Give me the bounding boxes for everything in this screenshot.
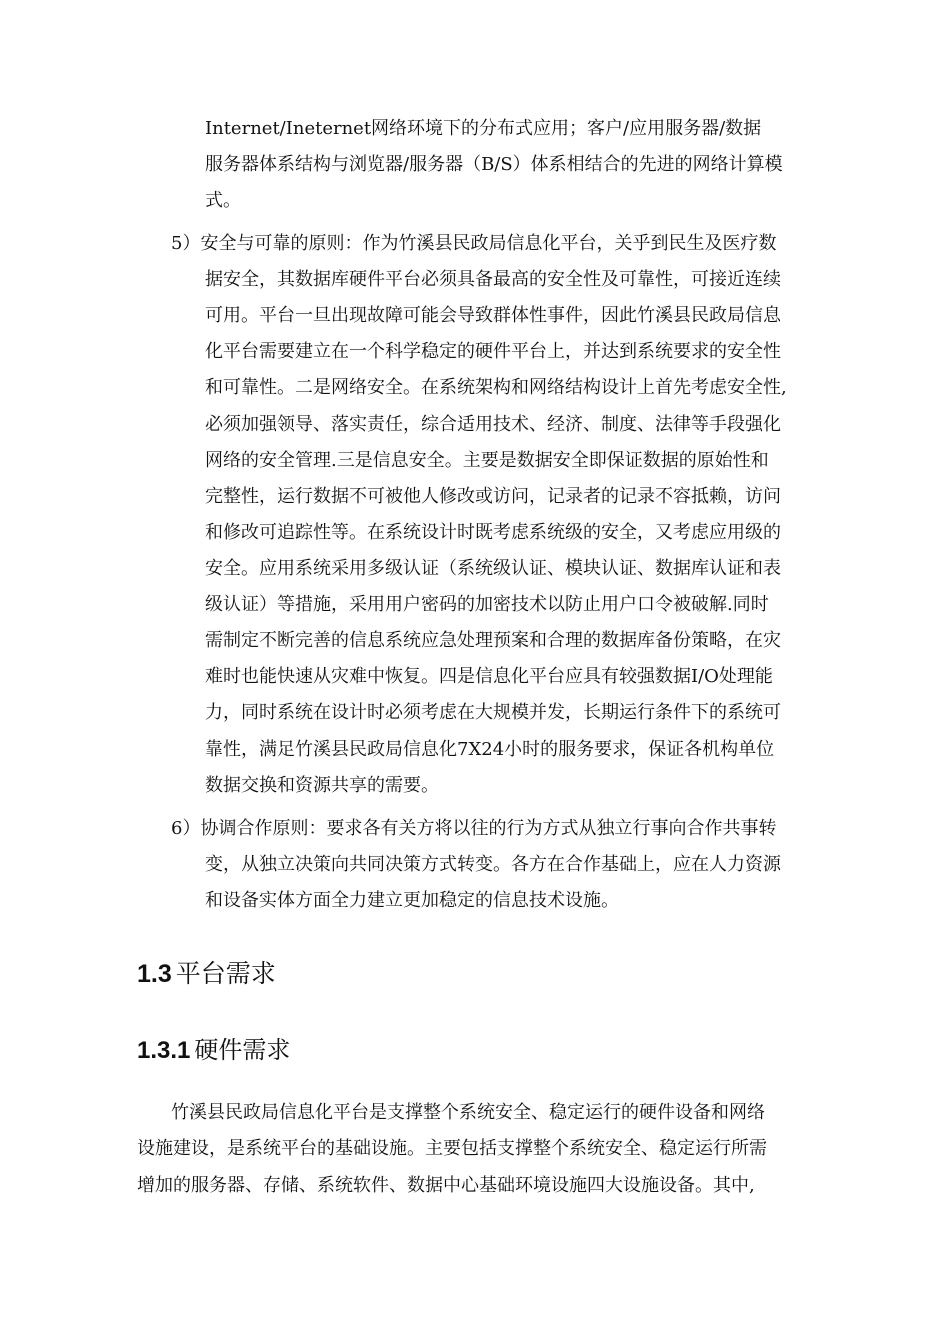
paragraph-line: 设施建设，是系统平台的基础设施。主要包括支撑整个系统安全、稳定运行所需 <box>137 1138 767 1159</box>
paragraph-line: 难时也能快速从灾难中恢复。四是信息化平台应具有较强数据I/O处理能 <box>205 666 773 687</box>
section-number: 1.3.1 <box>137 1037 191 1064</box>
paragraph-line: 级认证）等措施，采用用户密码的加密技术以防止用户口令被破解.同时 <box>205 594 769 615</box>
paragraph-line: 力，同时系统在设计时必须考虑在大规模并发，长期运行条件下的系统可 <box>205 702 781 723</box>
section-title: 平台需求 <box>175 959 276 988</box>
paragraph-line: 增加的服务器、存储、系统软件、数据中心基础环境设施四大设施设备。其中, <box>137 1175 755 1196</box>
section-heading-1-3-1 <box>137 1033 290 1068</box>
paragraph-line: 靠性，满足竹溪县民政局信息化7X24小时的服务要求，保证各机构单位 <box>205 739 775 760</box>
paragraph-line: 安全。应用系统采用多级认证（系统级认证、模块认证、数据库认证和表 <box>205 558 781 579</box>
section-title: 硬件需求 <box>194 1036 291 1064</box>
body-paragraph-first-line: 竹溪县民政局信息化平台是支撑整个系统安全、稳定运行的硬件设备和网络 <box>171 1102 765 1123</box>
paragraph-line: 式。 <box>205 190 241 211</box>
paragraph-line: 完整性，运行数据不可被他人修改或访问，记录者的记录不容抵赖，访问 <box>205 486 781 507</box>
paragraph-line: 可用。平台一旦出现故障可能会导致群体性事件，因此竹溪县民政局信息 <box>205 305 781 326</box>
paragraph-line: 和设备实体方面全力建立更加稳定的信息技术设施。 <box>205 890 619 911</box>
paragraph-line: 服务器体系结构与浏览器/服务器（B/S）体系相结合的先进的网络计算模 <box>205 154 783 175</box>
paragraph-line: 数据交换和资源共享的需要。 <box>205 775 439 796</box>
paragraph-line: 需制定不断完善的信息系统应急处理预案和合理的数据库备份策略，在灾 <box>205 630 781 651</box>
list-item-5-first-line: 5）安全与可靠的原则：作为竹溪县民政局信息化平台，关乎到民生及医疗数 <box>171 233 777 254</box>
paragraph-line: 和修改可追踪性等。在系统设计时既考虑系统级的安全，又考虑应用级的 <box>205 522 781 543</box>
section-heading-1-3 <box>137 957 276 991</box>
paragraph-line: 网络的安全管理.三是信息安全。主要是数据安全即保证数据的原始性和 <box>205 450 769 471</box>
paragraph-line: 和可靠性。二是网络安全。在系统架构和网络结构设计上首先考虑安全性, <box>205 377 787 398</box>
section-number: 1.3 <box>137 960 172 988</box>
paragraph-line: 变，从独立决策向共同决策方式转变。各方在合作基础上，应在人力资源 <box>205 854 781 875</box>
paragraph-line: 必须加强领导、落实责任，综合适用技术、经济、制度、法律等手段强化 <box>205 414 781 435</box>
list-item-6-first-line: 6）协调合作原则：要求各有关方将以往的行为方式从独立行事向合作共事转 <box>171 818 777 839</box>
paragraph-line: 据安全，其数据库硬件平台必须具备最高的安全性及可靠性，可接近连续 <box>205 269 781 290</box>
paragraph-line: 化平台需要建立在一个科学稳定的硬件平台上，并达到系统要求的安全性 <box>205 341 781 362</box>
paragraph-line: Internet/Ineternet网络环境下的分布式应用；客户/应用服务器/数据 <box>205 118 762 139</box>
